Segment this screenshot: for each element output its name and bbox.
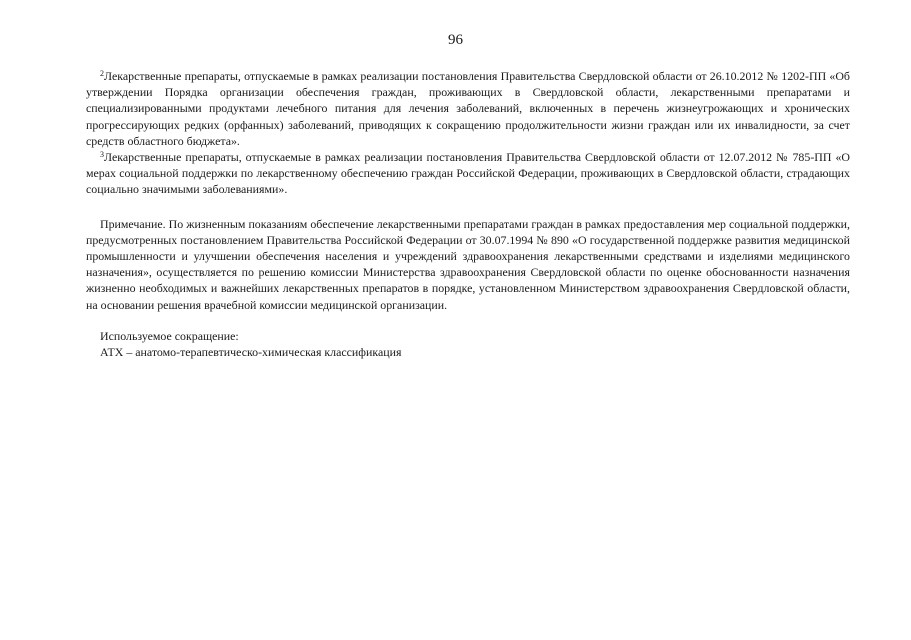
footnote-3 [86,149,850,198]
note-paragraph: Примечание. По жизненным показаниям обеспечение лекарственными препаратами граждан в рамках предоставления мер социальной поддержки, предусмотренных постановлением Правительства Российской Федерации от 30.07.1994 № 890 «О государственной поддержке развития медицинской промышленности и улучшении обеспечения населения и учреждений здравоохранения лекарственными средствами и изделиями медицинского назначения», осуществляется по решению комиссии Министерства здравоохранения Свердловской области по оценке обоснованности назначения жизненно необходимых и важнейших лекарственных препаратов в порядке, установленном Министерством здравоохранения Свердловской области, на основании решения врачебной комиссии медицинской организации. [86,216,850,312]
abbreviations-section [86,328,850,360]
page-number: 96 [448,32,463,48]
footnote-2 [86,68,850,149]
footnote-marker: 3 [100,150,104,160]
abbreviation-item: АТХ – анатомо-терапевтическо-химическая классификация [100,344,402,359]
page-content [86,68,850,360]
abbreviations-heading: Используемое сокращение: [100,328,239,343]
footnote-text: Лекарственные препараты, отпускаемые в рамках реализации постановления Правительства Свердловской области от 26.10.2012 № 1202-ПП «Об утверждении Порядка организации обеспечения граждан, проживающих в Свердловской области, лекарственными препаратами и специализированными продуктами лечебного питания для лечения заболеваний, включенных в перечень жизнеугрожающих и хронических прогрессирующих редких (орфанных) заболеваний, приводящих к сокращению продолжительности жизни граждан или их инвалидности, за счет средств областного бюджета». [86,69,850,148]
footnote-marker: 2 [100,69,104,78]
footnote-text: Лекарственные препараты, отпускаемые в рамках реализации постановления Правительства Свердловской области от 12.07.2012 № 785-ПП «О мерах социальной поддержки по лекарственному обеспечению граждан Российской Федерации, проживающих в Свердловской области, страдающих социально значимыми заболеваниями». [86,150,850,197]
